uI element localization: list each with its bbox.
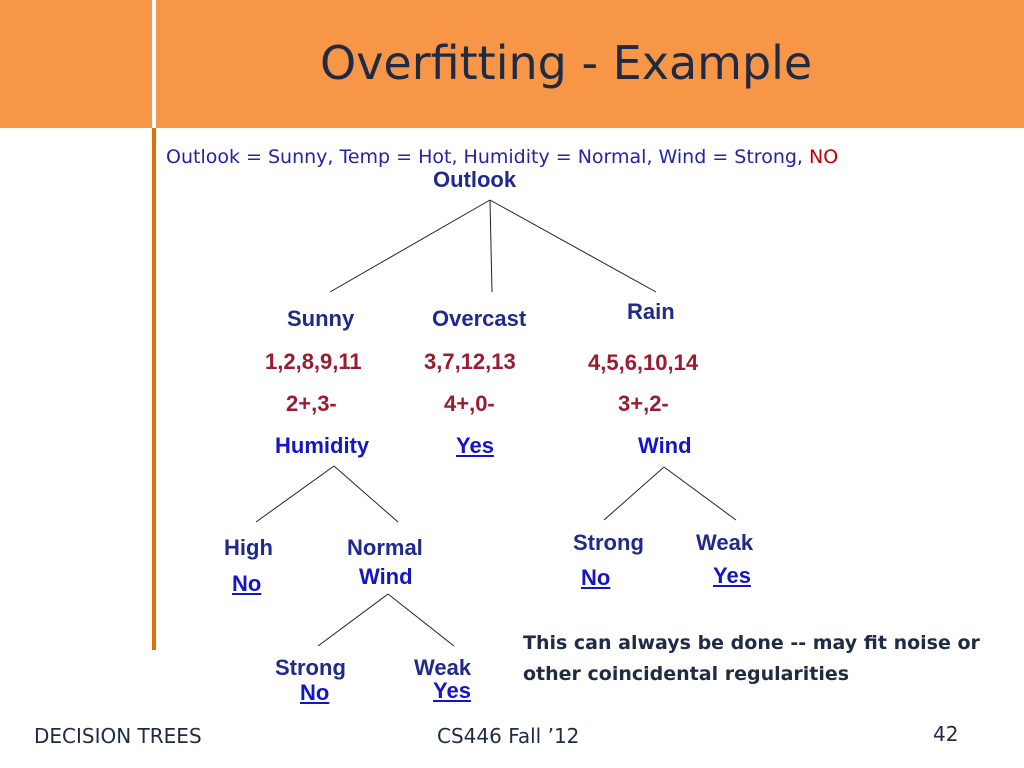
branch-wind-strong: Strong — [573, 530, 644, 555]
branch-overcast: Overcast — [432, 306, 527, 331]
edge-wind-strong — [604, 467, 664, 520]
leaf-normalwind-weak-yes: Yes — [433, 678, 471, 703]
branch-normalwind-strong: Strong — [275, 655, 346, 680]
page-number: 42 — [933, 722, 959, 746]
example-attributes: Outlook = Sunny, Temp = Hot, Humidity = Normal, Wind = Strong, — [166, 146, 803, 168]
edge-outlook-sunny — [330, 200, 490, 292]
edge-humidity-high — [256, 466, 334, 522]
counts-rain: 3+,2- — [618, 391, 669, 416]
edge-outlook-overcast — [490, 200, 492, 292]
counts-sunny: 2+,3- — [286, 391, 337, 416]
leaf-wind-strong-no: No — [581, 565, 611, 590]
leaf-high-no: No — [232, 571, 262, 596]
branch-wind-weak: Weak — [696, 530, 754, 555]
node-outlook: Outlook — [433, 167, 517, 192]
node-humidity: Humidity — [275, 433, 370, 458]
example-label: NO — [809, 146, 839, 168]
branch-normalwind-weak: Weak — [414, 655, 472, 680]
counts-overcast: 4+,0- — [444, 391, 495, 416]
branch-sunny: Sunny — [287, 306, 355, 331]
node-wind-normal: Wind — [359, 564, 413, 589]
overfitting-note: This can always be done -- may fit noise or other coincidental regularities — [523, 632, 980, 685]
leaf-overcast-yes: Yes — [456, 433, 494, 458]
edge-wind-weak — [664, 467, 736, 520]
leaf-wind-weak-yes: Yes — [713, 563, 751, 588]
leaf-normalwind-strong-no: No — [300, 680, 330, 705]
footer-section: DECISION TREES — [34, 724, 202, 748]
branch-high: High — [224, 535, 273, 560]
slide-title: Overfitting - Example — [320, 36, 813, 90]
branch-rain: Rain — [627, 299, 675, 324]
examples-overcast: 3,7,12,13 — [424, 349, 516, 374]
examples-rain: 4,5,6,10,14 — [588, 350, 699, 375]
edge-normalwind-weak — [388, 594, 454, 646]
footer-course: CS446 Fall ’12 — [437, 724, 580, 748]
examples-sunny: 1,2,8,9,11 — [265, 349, 362, 374]
node-wind-rain: Wind — [638, 433, 692, 458]
edge-humidity-normal — [334, 466, 398, 522]
edge-normalwind-strong — [318, 594, 388, 646]
branch-normal: Normal — [347, 535, 423, 560]
edge-outlook-rain — [490, 200, 656, 292]
